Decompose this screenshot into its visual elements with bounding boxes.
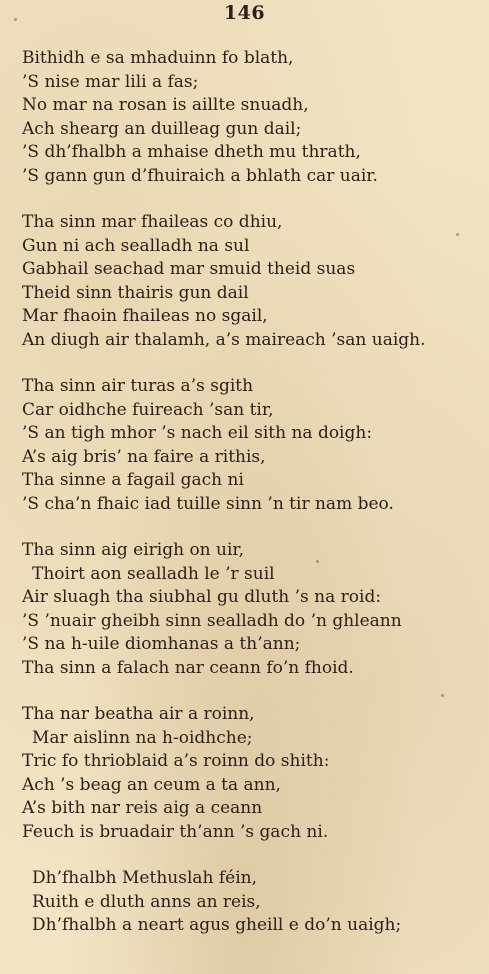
stanza-3 [22, 375, 482, 516]
verse-line: ’S dh’fhalbh a mhaise dheth mu thrath, [22, 142, 361, 162]
verse-line: A’s aig bris’ na faire a rithis, [22, 446, 266, 467]
verse-line: Tha sinn air turas a’s sgith [22, 376, 254, 396]
verse-line: Air sluagh tha siubhal gu dluth ’s na roid: [22, 587, 382, 607]
verse-line: Ruith e dluth anns an reis, [32, 891, 261, 912]
verse-line: Ach shearg an duilleag gun dail; [22, 118, 302, 139]
paper-speck [441, 694, 444, 697]
verse-line: Car oidhche fuireach ’san tir, [22, 399, 274, 420]
stanza-4 [22, 539, 482, 680]
verse-line: Tha sinne a fagail gach ni [22, 470, 244, 490]
verse-line: Feuch is bruadair th’ann ’s gach ni. [22, 821, 329, 842]
verse-line: ’S gann gun d’fhuiraich a bhlath car uair. [22, 165, 378, 186]
verse-line: ’S na h-uile diomhanas a th’ann; [22, 634, 301, 654]
verse-line: Mar fhaoin fhaileas no sgail, [22, 306, 268, 326]
verse-line: Tha nar beatha air a roinn, [22, 704, 255, 724]
verse-line: ’S ’nuair gheibh sinn sealladh do ’n ghleann [22, 610, 402, 631]
stanza-2 [22, 211, 482, 352]
verse-line: ’S an tigh mhor ’s nach eil sith na doigh: [22, 423, 373, 443]
verse-line: Dh’fhalbh a neart agus gheill e do’n uaigh; [32, 915, 402, 935]
verse-line: Gabhail seachad mar smuid theid suas [22, 259, 356, 279]
verse-line: An diugh air thalamh, a’s maireach ’san uaigh. [22, 329, 426, 350]
verse-line: Theid sinn thairis gun dail [22, 282, 249, 303]
verse-line: Thoirt aon sealladh le ’r suil [32, 563, 275, 584]
paper-speck [14, 18, 17, 21]
verse-line: Tha sinn aig eirigh on uir, [22, 540, 245, 560]
page-number: 146 [223, 2, 266, 24]
verse-line: Tric fo thrioblaid a’s roinn do shith: [22, 751, 330, 771]
verse-line: Ach ’s beag an ceum a ta ann, [22, 774, 281, 795]
poem-body [22, 47, 482, 961]
verse-line: No mar na rosan is aillte snuadh, [22, 95, 309, 115]
verse-line: ’S cha’n fhaic iad tuille sinn ’n tir nam beo. [22, 493, 394, 514]
stanza-1 [22, 47, 482, 188]
verse-line: Mar aislinn na h-oidhche; [32, 727, 253, 748]
verse-line: ’S nise mar lili a fas; [22, 71, 199, 92]
verse-line: Gun ni ach sealladh na sul [22, 235, 250, 256]
verse-line: Dh’fhalbh Methuslah féin, [32, 868, 258, 888]
verse-line: Tha sinn a falach nar ceann fo’n fhoid. [22, 657, 354, 678]
verse-line: Bithidh e sa mhaduinn fo blath, [22, 48, 294, 68]
verse-line: Tha sinn mar fhaileas co dhiu, [22, 212, 283, 232]
paper-speck [316, 560, 319, 563]
stanza-5 [22, 703, 482, 844]
paper-speck [456, 233, 459, 236]
verse-line: A’s bith nar reis aig a ceann [22, 798, 263, 818]
stanza-6 [22, 867, 482, 938]
